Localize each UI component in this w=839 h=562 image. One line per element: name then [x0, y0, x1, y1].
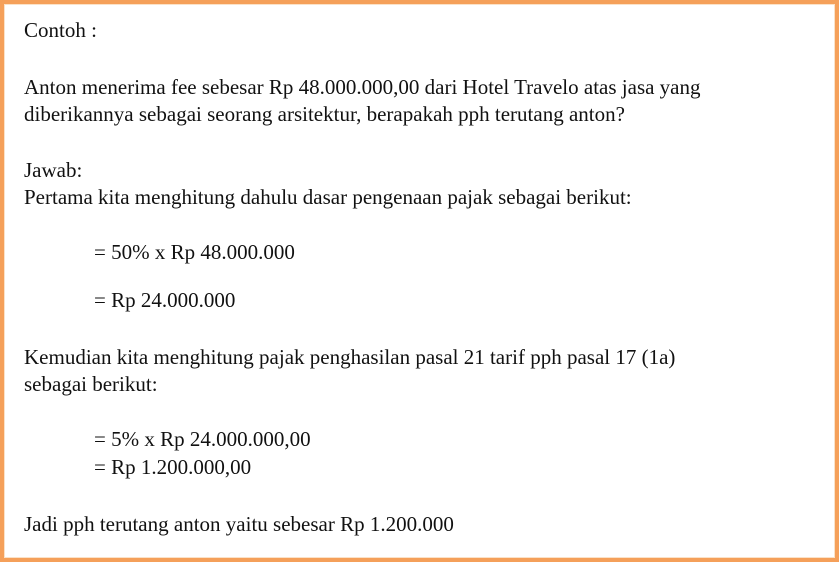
step2-calc-line-1: = 5% x Rp 24.000.000,00	[94, 427, 311, 451]
question-line-2: diberikannya sebagai seorang arsitektur, berapakah pph terutang anton?	[24, 102, 625, 126]
conclusion: Jadi pph terutang anton yaitu sebesar Rp 1.200.000	[24, 512, 454, 536]
document-body	[4, 4, 835, 558]
example-heading: Contoh :	[24, 18, 97, 42]
step1-intro: Pertama kita menghitung dahulu dasar pengenaan pajak sebagai berikut:	[24, 185, 632, 209]
question-line-1: Anton menerima fee sebesar Rp 48.000.000,00 dari Hotel Travelo atas jasa yang	[24, 75, 701, 99]
step2-intro-line-1: Kemudian kita menghitung pajak penghasilan pasal 21 tarif pph pasal 17 (1a)	[24, 345, 676, 369]
step1-calc-line-2: = Rp 24.000.000	[94, 288, 236, 312]
step2-intro-line-2: sebagai berikut:	[24, 372, 158, 396]
step2-calc-line-2: = Rp 1.200.000,00	[94, 455, 252, 479]
answer-label: Jawab:	[24, 158, 83, 182]
step1-calc-line-1: = 50% x Rp 48.000.000	[94, 240, 295, 264]
